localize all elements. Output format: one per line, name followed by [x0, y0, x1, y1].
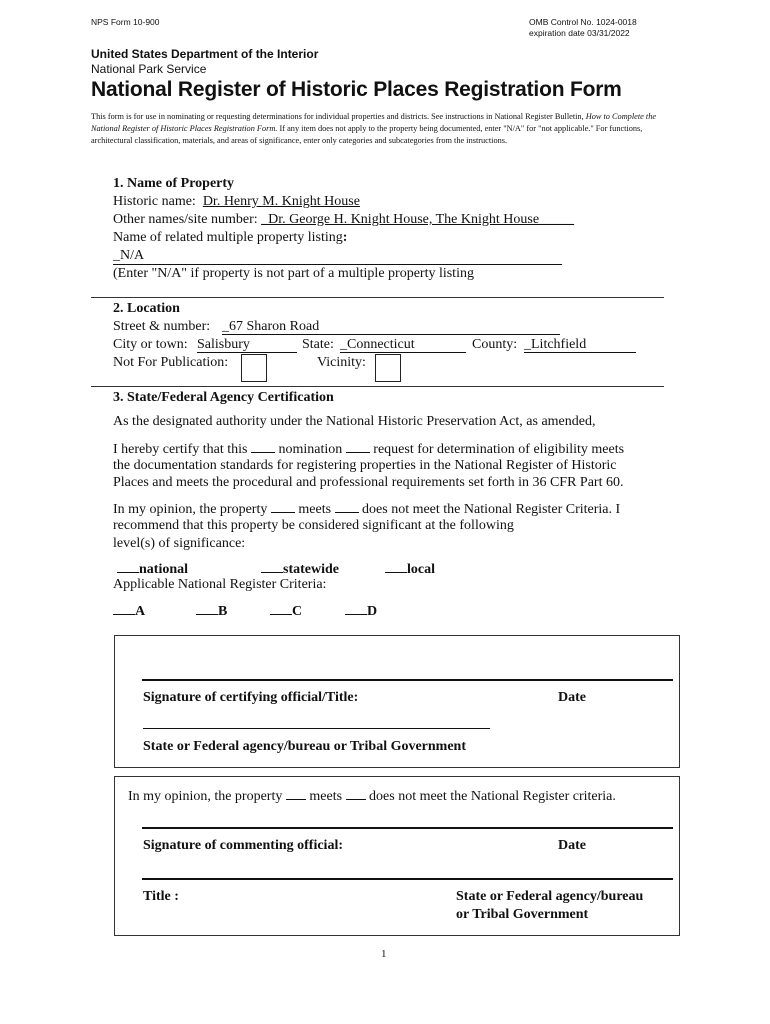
- section-2-title: 2. Location: [113, 301, 180, 316]
- related-listing-value: _N/A: [113, 248, 145, 263]
- authority-text: As the designated authority under the National Historic Preservation Act, as amended,: [113, 414, 596, 429]
- other-names-label: Other names/site number:: [113, 212, 258, 227]
- state-label: State:: [302, 337, 334, 352]
- intro-part1: This form is for use in nominating or requesting determinations for individual properties and districts. See instructions in National Register Bulletin,: [91, 112, 584, 121]
- county-field[interactable]: [524, 337, 636, 353]
- agency-label: State or Federal agency/bureau or Tribal Government: [143, 739, 467, 754]
- street-row: [113, 319, 210, 335]
- criteria-c[interactable]: [270, 602, 302, 620]
- commenting-title-label: Title :: [143, 889, 179, 904]
- other-names-row: [113, 212, 574, 228]
- opinion-line-1: [113, 500, 620, 518]
- criteria-b[interactable]: [196, 602, 227, 620]
- not-for-publication-checkbox[interactable]: [241, 354, 267, 382]
- certify-line-2: the documentation standards for registering properties in the National Register of Historic: [113, 458, 617, 473]
- certifying-signature-line[interactable]: [142, 679, 673, 681]
- commenting-date-label: Date: [558, 838, 586, 853]
- opinion-text-a: In my opinion, the property: [113, 502, 268, 517]
- certify-text-c: request for determination of eligibility meets: [373, 442, 625, 457]
- state-value: _Connecticut: [340, 337, 415, 352]
- opinion-line-2: recommend that this property be considered significant at the following: [113, 518, 514, 533]
- criteria-b-blank[interactable]: [196, 602, 218, 615]
- historic-name-value[interactable]: Dr. Henry M. Knight House: [202, 194, 360, 209]
- criteria-a-label: A: [135, 604, 146, 619]
- commenting-meets-blank[interactable]: [286, 787, 306, 800]
- na-note: (Enter "N/A" if property is not part of a multiple property listing: [113, 266, 474, 281]
- state-field[interactable]: [340, 337, 466, 353]
- commenting-title-line[interactable]: [142, 878, 673, 880]
- related-listing-label: Name of related multiple property listing: [113, 230, 343, 245]
- criteria-d-label: D: [367, 604, 378, 619]
- county-label: County:: [472, 337, 518, 352]
- certify-line-3: Places and meets the procedural and professional requirements set forth in 36 CFR Part 60.: [113, 475, 624, 490]
- nomination-blank[interactable]: [251, 440, 275, 453]
- commenting-opinion-c: does not meet the National Register criteria.: [369, 789, 616, 804]
- certify-text-a: I hereby certify that this: [113, 442, 248, 457]
- level-local-label: local: [407, 562, 435, 577]
- intro-instructions: [91, 111, 683, 148]
- section-3-title: 3. State/Federal Agency Certification: [113, 390, 334, 405]
- related-listing-colon: :: [342, 230, 348, 245]
- not-for-publication-label: Not For Publication:: [113, 355, 229, 370]
- service-name: National Park Service: [91, 62, 207, 76]
- commenting-agency-line-2: or Tribal Government: [456, 907, 589, 922]
- level-local-blank[interactable]: [385, 560, 407, 573]
- certifying-date-label: Date: [558, 690, 586, 705]
- level-statewide-label: statewide: [283, 562, 339, 577]
- department-name: United States Department of the Interior: [91, 47, 319, 61]
- agency-line[interactable]: [143, 728, 490, 729]
- commenting-signature-line[interactable]: [142, 827, 673, 829]
- vicinity-checkbox[interactable]: [375, 354, 401, 382]
- form-number: NPS Form 10-900: [91, 17, 160, 27]
- level-statewide[interactable]: [261, 560, 339, 578]
- criteria-c-blank[interactable]: [270, 602, 292, 615]
- certify-line-1: [113, 440, 624, 458]
- city-field[interactable]: [197, 337, 297, 353]
- street-value: _67 Sharon Road: [222, 319, 320, 334]
- level-local[interactable]: [385, 560, 435, 578]
- related-listing-row: [113, 230, 347, 246]
- opinion-text-b: meets: [298, 502, 332, 517]
- criteria-label: Applicable National Register Criteria:: [113, 577, 327, 592]
- commenting-opinion-b: meets: [309, 789, 343, 804]
- intro-bulletin-title: How to Complete the National Register of Historic Places Registration Form.: [91, 112, 657, 134]
- level-national[interactable]: [117, 560, 188, 578]
- criteria-d-blank[interactable]: [345, 602, 367, 615]
- opinion-text-c: does not meet the National Register Criteria. I: [362, 502, 621, 517]
- criteria-b-label: B: [218, 604, 228, 619]
- section-divider-2: [91, 386, 664, 387]
- street-field[interactable]: [222, 319, 560, 335]
- commenting-opinion-a: In my opinion, the property: [128, 789, 283, 804]
- street-label: Street & number:: [113, 319, 211, 334]
- commenting-agency-line-1: State or Federal agency/bureau: [456, 889, 644, 904]
- level-statewide-blank[interactable]: [261, 560, 283, 573]
- other-names-value[interactable]: _Dr. George H. Knight House, The Knight House_____: [261, 212, 575, 227]
- criteria-c-label: C: [292, 604, 303, 619]
- opinion-line-3: level(s) of significance:: [113, 536, 246, 551]
- county-value: _Litchfield: [524, 337, 587, 352]
- historic-name-row: [113, 194, 360, 210]
- page-title: National Register of Historic Places Registration Form: [91, 78, 622, 101]
- omb-control-number: OMB Control No. 1024-0018: [529, 17, 637, 27]
- request-blank[interactable]: [346, 440, 370, 453]
- meets-blank[interactable]: [271, 500, 295, 513]
- section-1-title: 1. Name of Property: [113, 176, 235, 191]
- section-divider-1: [91, 297, 664, 298]
- expiration-date: expiration date 03/31/2022: [529, 28, 630, 38]
- historic-name-label: Historic name:: [113, 194, 196, 209]
- city-value: Salisbury: [197, 337, 250, 352]
- related-listing-field[interactable]: [113, 248, 562, 265]
- page-number: 1: [381, 948, 387, 960]
- city-label: City or town:: [113, 337, 188, 352]
- criteria-d[interactable]: [345, 602, 377, 620]
- criteria-a[interactable]: [113, 602, 145, 620]
- vicinity-label: Vicinity:: [317, 355, 366, 370]
- level-national-blank[interactable]: [117, 560, 139, 573]
- commenting-opinion: [128, 787, 616, 805]
- level-national-label: national: [139, 562, 189, 577]
- commenting-does-not-meet-blank[interactable]: [346, 787, 366, 800]
- does-not-meet-blank[interactable]: [335, 500, 359, 513]
- criteria-a-blank[interactable]: [113, 602, 135, 615]
- intro-part2: If any item does not apply to the property being documented, enter "N/A" for "not applicable." For functions, architectural classification, materials, and areas of significance, enter only categories and subcategories from the instructions.: [91, 124, 643, 146]
- commenting-signature-label: Signature of commenting official:: [143, 838, 343, 853]
- certify-text-b: nomination: [278, 442, 343, 457]
- certifying-signature-label: Signature of certifying official/Title:: [143, 690, 359, 705]
